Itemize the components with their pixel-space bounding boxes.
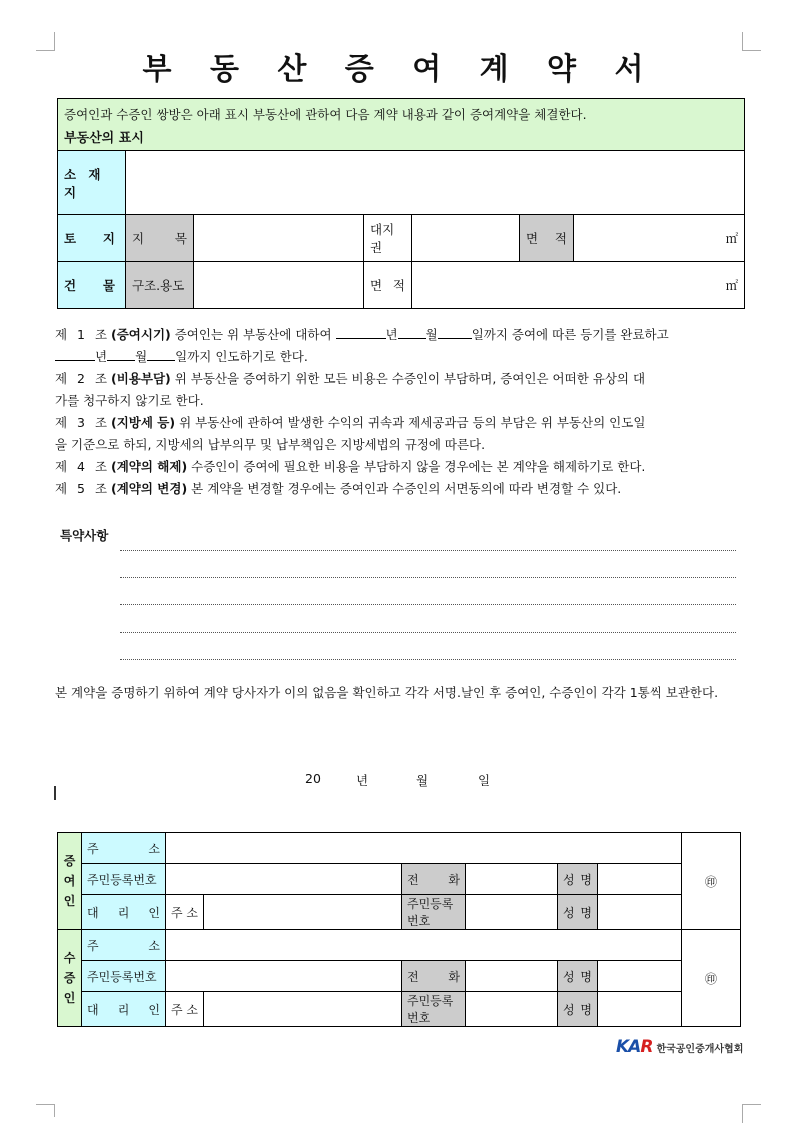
article-3 xyxy=(55,412,745,434)
special-terms-line[interactable] xyxy=(120,577,736,578)
article-text: 증여인는 위 부동산에 대하여 xyxy=(174,327,332,342)
donor-agent-name-field[interactable] xyxy=(598,895,682,930)
donor-rrn-label: 주민등록번호 xyxy=(82,864,166,895)
donor-name-field[interactable] xyxy=(598,864,682,895)
area-unit: ㎡ xyxy=(725,278,739,293)
special-terms-line[interactable] xyxy=(120,659,736,660)
land-category-label: 지 목 xyxy=(126,215,194,262)
article-number: 제 1 조 xyxy=(55,327,111,342)
building-label: 건 물 xyxy=(58,262,126,309)
year-blank[interactable] xyxy=(55,348,95,361)
crop-mark-bottom-left xyxy=(36,1104,55,1117)
land-area-field[interactable] xyxy=(574,215,745,262)
intro-cell xyxy=(58,99,745,151)
donee-agent-label: 대 리 인 xyxy=(82,992,166,1027)
article-number: 제 5 조 xyxy=(55,481,111,496)
donee-agent-rrn-field[interactable] xyxy=(466,992,558,1027)
article-title: (지방세 등) xyxy=(111,415,176,430)
document-title: 부 동 산 증 여 계 약 서 xyxy=(142,52,658,87)
article-title: (계약의 해제) xyxy=(111,459,188,474)
donee-phone-field[interactable] xyxy=(466,961,558,992)
year-blank[interactable] xyxy=(336,326,386,339)
year-label: 년 xyxy=(385,327,398,342)
location-field[interactable] xyxy=(126,151,745,215)
article-1-continued xyxy=(55,346,745,368)
article-text: 본 계약을 변경할 경우에는 증여인과 수증인의 서면동의에 따라 변경할 수 있다. xyxy=(191,481,622,496)
donee-rrn-label: 주민등록번호 xyxy=(82,961,166,992)
article-number: 제 2 조 xyxy=(55,371,111,386)
land-right-field[interactable] xyxy=(412,215,520,262)
property-table xyxy=(57,98,745,309)
donor-agent-rrn-label: 주민등록번호 xyxy=(402,895,466,930)
date-prefix: 20 xyxy=(305,771,321,786)
article-3-continued: 을 기준으로 하되, 지방세의 납부의무 및 납부책임은 지방세법의 규정에 따른다. xyxy=(55,437,486,452)
article-text: 일까지 증여에 따른 등기를 완료하고 xyxy=(471,327,669,342)
articles xyxy=(55,324,745,500)
donee-agent-address-field[interactable] xyxy=(204,992,402,1027)
kar-logo-icon: KAR xyxy=(616,1037,653,1057)
month-blank[interactable] xyxy=(398,326,426,339)
building-structure-field[interactable] xyxy=(194,262,364,309)
special-terms-label: 특약사항 xyxy=(60,528,109,543)
donor-agent-name-label: 성 명 xyxy=(558,895,598,930)
article-5 xyxy=(55,478,745,500)
donee-agent-name-field[interactable] xyxy=(598,992,682,1027)
donor-agent-rrn-field[interactable] xyxy=(466,895,558,930)
area-unit: ㎡ xyxy=(725,231,739,246)
association-logo xyxy=(616,1037,743,1057)
article-title: (비용부담) xyxy=(111,371,171,386)
article-text: 위 부동산에 관하여 발생한 수익의 귀속과 제세공과금 등의 부담은 위 부동산의 인도일 xyxy=(179,415,646,430)
land-area-label: 면 적 xyxy=(520,215,574,262)
donor-phone-label: 전 화 xyxy=(402,864,466,895)
donee-seal: ㊞ xyxy=(682,930,741,1027)
day-blank[interactable] xyxy=(438,326,472,339)
donor-rrn-field[interactable] xyxy=(166,864,402,895)
donee-phone-label: 전 화 xyxy=(402,961,466,992)
land-category-field[interactable] xyxy=(194,215,364,262)
building-structure-label: 구조.용도 xyxy=(126,262,194,309)
donee-label: 수 증 인 xyxy=(58,930,82,1027)
article-4 xyxy=(55,456,745,478)
donee-agent-address-label: 주 소 xyxy=(166,992,204,1027)
donee-rrn-field[interactable] xyxy=(166,961,402,992)
donor-address-label: 주 소 xyxy=(82,833,166,864)
donee-name-field[interactable] xyxy=(598,961,682,992)
special-terms-line[interactable] xyxy=(120,604,736,605)
day-blank[interactable] xyxy=(147,348,175,361)
special-terms-line[interactable] xyxy=(120,632,736,633)
article-number: 제 4 조 xyxy=(55,459,111,474)
land-right-label: 대지권 xyxy=(364,215,412,262)
donor-agent-address-field[interactable] xyxy=(204,895,402,930)
donor-seal: ㊞ xyxy=(682,833,741,930)
crop-mark-bottom-right xyxy=(742,1104,761,1123)
text-cursor xyxy=(54,786,56,800)
year-label: 년 xyxy=(95,349,108,364)
building-area-field[interactable] xyxy=(412,262,745,309)
donee-agent-name-label: 성 명 xyxy=(558,992,598,1027)
date-year: 년 xyxy=(356,773,369,788)
donee-address-field[interactable] xyxy=(166,930,682,961)
donee-address-label: 주 소 xyxy=(82,930,166,961)
month-label: 월 xyxy=(425,327,438,342)
article-text: 위 부동산을 증여하기 위한 모든 비용은 수증인이 부담하며, 증여인은 어떠한 유상의 대 xyxy=(174,371,646,386)
special-terms-line[interactable] xyxy=(120,550,736,551)
month-label: 월 xyxy=(135,349,148,364)
intro-text: 증여인과 수증인 쌍방은 아래 표시 부동산에 관하여 다음 계약 내용과 같이 증여계약을 체결한다. xyxy=(64,107,587,122)
association-name: 한국공인중개사협회 xyxy=(656,1043,744,1055)
article-title: (증여시기) xyxy=(111,327,171,342)
donor-agent-label: 대 리 인 xyxy=(82,895,166,930)
month-blank[interactable] xyxy=(107,348,135,361)
article-2-continued: 가를 청구하지 않기로 한다. xyxy=(55,393,204,408)
land-label: 토 지 xyxy=(58,215,126,262)
article-1 xyxy=(55,324,745,346)
location-label: 소 재 지 xyxy=(58,151,126,215)
closing-statement: 본 계약을 증명하기 위하여 계약 당사자가 이의 없음을 확인하고 각각 서명.날인 후 증여인, 수증인이 각각 1통씩 보관한다. xyxy=(55,685,719,700)
article-text: 일까지 인도하기로 한다. xyxy=(175,349,308,364)
donee-name-label: 성 명 xyxy=(558,961,598,992)
donor-phone-field[interactable] xyxy=(466,864,558,895)
property-heading: 부동산의 표시 xyxy=(64,131,144,146)
article-text: 수증인이 증여에 필요한 비용을 부담하지 않을 경우에는 본 계약을 해제하기로 한다. xyxy=(191,459,646,474)
article-title: (계약의 변경) xyxy=(111,481,188,496)
donor-agent-address-label: 주 소 xyxy=(166,895,204,930)
parties-table xyxy=(57,832,741,1027)
building-area-label: 면 적 xyxy=(364,262,412,309)
donee-agent-rrn-label: 주민등록번호 xyxy=(402,992,466,1027)
article-number: 제 3 조 xyxy=(55,415,111,430)
date-month: 월 xyxy=(416,773,429,788)
donor-name-label: 성 명 xyxy=(558,864,598,895)
article-2 xyxy=(55,368,745,390)
donor-address-field[interactable] xyxy=(166,833,682,864)
date-day: 일 xyxy=(478,773,491,788)
donor-label: 증 여 인 xyxy=(58,833,82,930)
